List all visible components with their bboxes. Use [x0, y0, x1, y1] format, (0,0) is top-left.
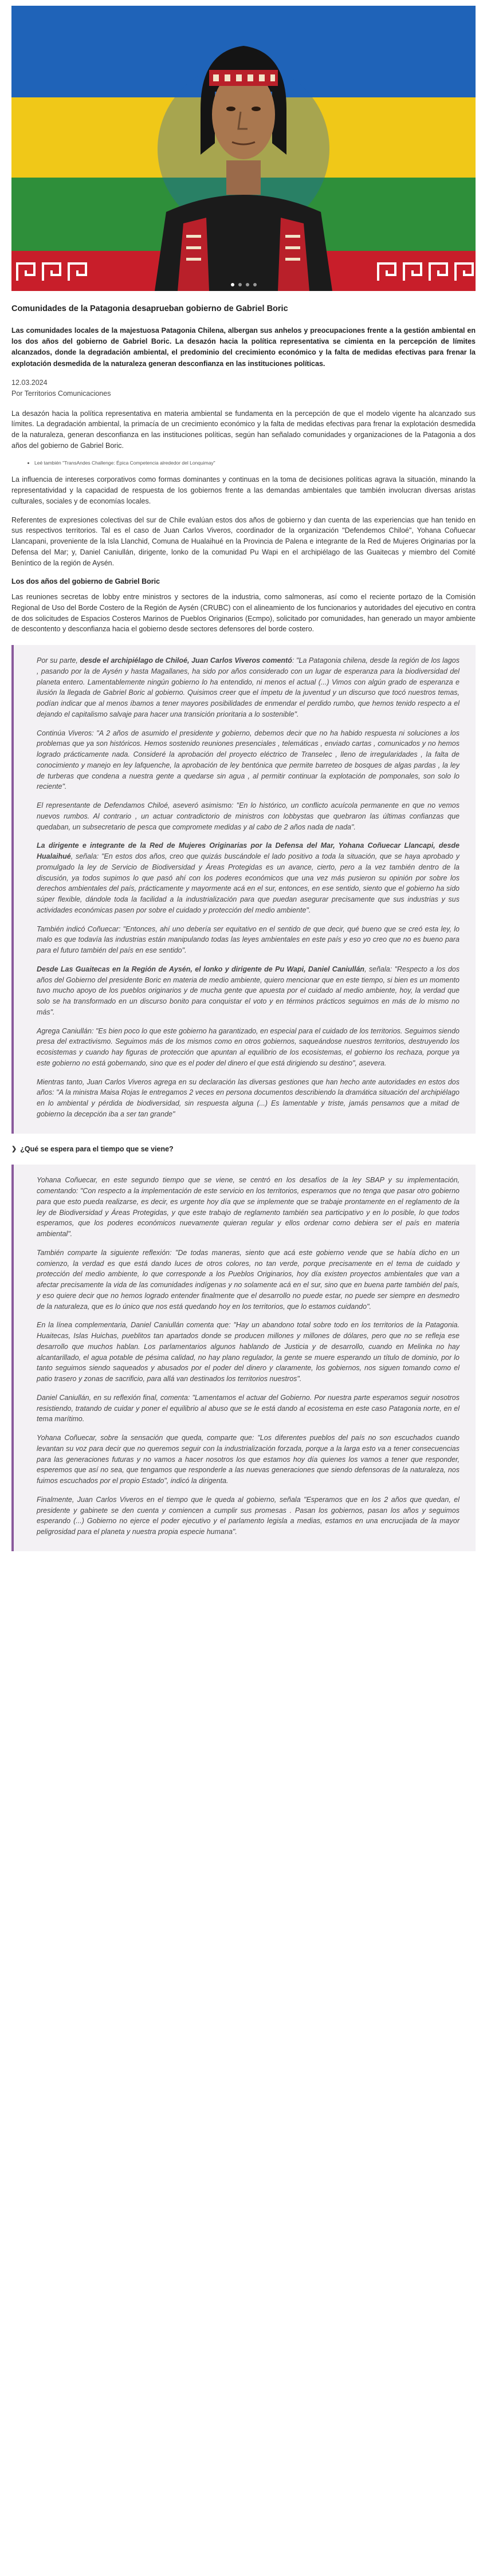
quote-paragraph: También comparte la siguiente reflexión: "De todas maneras, siento que acá este gobierno vende que se había dicho en un comienzo, la verdad es que está dando luces de otros colores, no tan verde, porque precisamente en el tema de cuidado y protección del medio ambiente, lo que corresponde a los Pueblos Originarios, hoy día existen proyectos ambientales que van a afectar precisamente la vida de las comunidades indígenas y no solamente acá en el sur, sino que en buena parte también del país, y eso quiere decir que no hemos logrado entender finalmente que el desarrollo no puede estar, no puede ser siempre en desmedro de la naturaleza, que es lo único que nos está quedando hoy en los territorios, que lo estamos cuidando". — [37, 1248, 459, 1311]
quote-block — [11, 1165, 476, 1551]
section-toggle[interactable] — [11, 1144, 476, 1155]
quote-paragraph — [37, 840, 459, 915]
quote-paragraph: Finalmente, Juan Carlos Viveros en el tiempo que le queda al gobierno, señala "Esperamos que en los 2 años que quedan, el presidente y gabinete se den cuenta y comiencen a cumplir sus promesas . Pasan los gobiernos, pasan los años y seguimos esperando (...) Gobierno no ejerce el poder ejecutivo y el parlamento legisla a medias, estamos en una encrucijada de la mayor peligrosidad para el planeta y nuestra propia especie humana". — [37, 1495, 459, 1536]
quote-paragraph: En la línea complementaria, Daniel Caniullán comenta que: "Hay un abandono total sobre todo en los territorios de la Patagonia. Huaitecas, Islas Huichas, pueblitos tan apartados donde se producen millones y millones de dólares, pero que no se refleja ese desarrollo que muchos hablan. Los parlamentarios algunos hablando de Justicia y de desarrollo, cuando en Melinka no hay alcantarillado, el agua potable de pésima calidad, no hay plano regulador, la gente se muere esperando un título de dominio, por lo tanto seguimos siendo saqueados y abusados por el poder del dinero y claramente, los gobiernos, nos siguen tomando como el patio trasero y zonas de sacrificio, para allá van destinados los territorios nuestros". — [37, 1321, 459, 1383]
quote-paragraph: Daniel Caniullán, en su reflexión final, comenta: "Lamentamos el actuar del Gobierno. Por nuestra parte esperamos seguir nosotros resistiendo, tratando de cuidar y poner el equilibrio al abuso que se le está dando al ecosistema en este caso Patagonia norte, en el tema marítimo. — [37, 1393, 459, 1423]
carousel-dot[interactable] — [246, 283, 249, 286]
quote-text: Por su parte, — [37, 656, 80, 665]
article-meta — [11, 377, 476, 399]
paragraph: La desazón hacia la política representativa en materia ambiental se fundamenta en la percepción de que el modelo vigente ha alcanzado sus límites. La degradación ambiental, la primacía de un crecimiento económico y la falta de medidas efectivas para frenar la explotación desmedida de la naturaleza, generan desconfianza en las instituciones políticas, según han señalado comunidades y organizaciones de la Patagonia a dos años del gobierno de Gabriel Boric. — [11, 409, 476, 450]
quote-paragraph — [37, 964, 459, 1018]
man-with-headband-in-front-of-mapuche-flag-icon — [11, 6, 476, 291]
carousel-dots[interactable] — [11, 283, 476, 286]
section-question: ¿Qué se espera para el tiempo que se viene? — [20, 1145, 174, 1153]
quote-paragraph: También indicó Coñuecar: "Entonces, ahí uno debería ser equitativo en el sentido de que decir, qué bueno que se creó esta ley, lo malo es que todavía las industrias están manipulando todas las leyes ambientales en este país y eso yo creo que no es bueno para para el futuro también del país en ese sentido". — [37, 925, 459, 955]
quote-paragraph: Yohana Coñuecar, sobre la sensación que queda, comparte que: "Los diferentes pueblos del país no son escuchados cuando levantan su voz para decir que no queremos seguir con la industrialización forzada, porque a la larga esto va a tener consecuencias para las generaciones futuras y no vamos a hacer nosotros los que estamos hoy día quienes los vamos a tener que responder, esperemos que así no sea, que tengamos que responderle a las nuevas generaciones que siendo defensoras de la naturaleza, nos fuimos escuchados por el propio Estado", indicó la dirigenta. — [37, 1434, 459, 1485]
article-author: Por Territorios Comunicaciones — [11, 389, 111, 398]
related-link[interactable]: • Leé también "TransAndes Challenge: Épica Competencia alrededor del Lonquimay" — [34, 459, 476, 467]
quote-paragraph — [37, 655, 459, 720]
hero-carousel[interactable] — [11, 6, 476, 291]
article-title: Comunidades de la Patagonia desaprueban gobierno de Gabriel Boric — [11, 304, 288, 313]
quote-paragraph: Mientras tanto, Juan Carlos Viveros agrega en su declaración las diversas gestiones que han hecho ante autoridades en estos dos años: "A la ministra Maisa Rojas le entregamos 2 veces en persona documentos describiendo la dramática situación del archipiélago en lo ambiental y pérdida de biodiversidad, sin respuesta alguna (...) Es lamentable y triste, jamás pensamos que a mitad de gobierno la decepción iba a ser tan grande" — [37, 1077, 459, 1118]
quote-text: , señala: "En estos dos años, creo que quizás buscándole el lado positivo a toda la situación, que se haya aprobado y promulgado la ley de Servicio de Biodiversidad y Áreas Protegidas es un avance, cierto, pero a la vez también dentro de la discusión, ya todos supimos lo que pasó ahí con los poderes económicos que una vez más pusieron su opinión por sobre los derechos ambientales del país, prácticamente y mayormente acá en el sur, entonces, en ese sentido, siento que el gobierno ha sido súper flexible, dándole toda la facilidad a la industrialización para que puedan asegurar precisamente que sus industrias y sus actividades económicas pasen por sobre el cuidado y protección del medio ambiente". — [37, 852, 459, 914]
quote-speaker: desde el archipiélago de Chiloé, Juan Carlos Viveros comentó — [80, 656, 292, 665]
quote-paragraph: Agrega Caniullán: "Es bien poco lo que este gobierno ha garantizado, en especial para el cuidado de los territorios. Seguimos siendo presa del extractivismo. Seguimos más de los mismos como en otros gobiernos, saqueándose nuestros territorios, destruyendo los ecosistemas y cuando hay figuras de protección que apuntan al equilibrio de los ecosistemas, el gobierno los rechaza, porque ya este gobierno no está gobernando, sino que es el poder del dinero el que está dirigiendo su destino", asevera. — [37, 1027, 459, 1067]
quote-block — [11, 645, 476, 1134]
carousel-dot[interactable] — [253, 283, 257, 286]
quote-speaker: Desde Las Guaitecas en la Región de Aysén, el lonko y dirigente de Pu Wapi, Daniel Caniullán — [37, 965, 365, 973]
carousel-dot[interactable] — [238, 283, 242, 286]
carousel-dot[interactable] — [231, 283, 234, 286]
chevron-right-icon: ❯ — [11, 1145, 17, 1153]
quote-paragraph: El representante de Defendamos Chiloé, aseveró asimismo: "En lo histórico, un conflicto acuícola permanente en que no vemos nuevos rumbos. Al contrario , un actuar contradictorio de ministros con lobbystas que quebraron las últimas confianzas que quedaban, un subsecretario de pesca que compromete medidas y al cabo de 2 años nada de nada". — [37, 801, 459, 831]
paragraph: Las reuniones secretas de lobby entre ministros y sectores de la industria, como salmoneras, así como el reciente portazo de la Comisión Regional de Uso del Borde Costero de la Región de Aysén (CRUBC) con el alineamiento de los funcionarios y autoridades del ejecutivo en contra de dos solicitudes de Espacios Costeros Marinos de Pueblos Originarios (Ecmpo), solicitado por comunidades, han generado un mayor ambiente de descontento y desconfianza hacia el gobierno desde sectores defensores del borde costero. — [11, 593, 476, 634]
quote-text: , señala: "Respecto a los dos años del Gobierno del presidente Boric en materia de medio ambiente, quiero mencionar que en este tiempo, si bien es un momento tuvo mucho apoyo de los pueblos originarios y de mucha gente que apuesta por el cuidado al medio ambiente, hoy, la verdad que solo se ha transformado en un discurso bonito para conquistar el voto y en términos prácticos seguimos en más de lo mismo no más". — [37, 965, 459, 1016]
section-heading: Los dos años del gobierno de Gabriel Boric — [11, 577, 160, 586]
quote-paragraph: Continúa Viveros: "A 2 años de asumido el presidente y gobierno, debemos decir que no ha habido respuesta ni soluciones a los problemas que ya son históricos. Hemos sostenido reuniones presenciales , telemáticas , enviado cartas , comunicados y no hemos logrado prácticamente nada. Consideré la aprobación del proyecto eléctrico de Transelec , lleno de irregularidades , la falta de conocimiento y manejo en ley lafquenche, la aprobación de ley bentónica que permite barreteo de bosques de algas pardas , la ley de turberas que condena a nuestra gente a quedarse sin agua , al permitir continuar la explotación de pomponales, son solo lo reciente". — [37, 729, 459, 791]
article-lead: Las comunidades locales de la majestuosa Patagonia Chilena, albergan sus anhelos y preocupaciones frente a la gestión ambiental en los dos años del gobierno de Gabriel Boric. La desazón hacia la política representativa se cimienta en la percepción de límites alcanzados, donde la degradación ambiental, el predominio del crecimiento económico y la falta de medidas efectivas para frenar la explotación desmedida de la naturaleza generan desconfianza en las instituciones políticas. — [11, 326, 476, 368]
article-date: 12.03.2024 — [11, 379, 48, 387]
quote-text: : "La Patagonia chilena, desde la región de los lagos , pasando por la de Aysén y hasta Magallanes, ha sido por años considerado con un lugar de esperanza para la biodiversidad del planeta entero. Lamentablemente ningún gobierno lo ha entendido, ni menos el actual (...) Vimos con algún grado de esperanza e ilusión la llegada de Gabriel Boric al gobierno. Quisimos creer que el ímpetu de la juventud y un discurso que tocó nuestros temas, podían indicar que al menos íbamos a tener mayores posibilidades de enmendar el perdido rumbo, que hemos tenido respecto a el dejando el capitalismo salvaje para hacer una transición prioritaria a lo sostenible". — [37, 656, 460, 718]
paragraph: La influencia de intereses corporativos como formas dominantes y continuas en la toma de decisiones políticas agrava la situación, minando la representatividad y la capacidad de respuesta de los gobiernos frente a las demandas ambientales que también involucran diversas aristas culturales, sociales y de economías locales. — [11, 475, 476, 505]
paragraph: Referentes de expresiones colectivas del sur de Chile evalúan estos dos años de gobierno y dan cuenta de las experiencias que han tenido en sus respectivos territorios. Tal es el caso de Juan Carlos Viveros, coordinador de la organización "Defendemos Chiloé", Yohana Coñuecar Llancapani, proveniente de la Isla Llanchid, Comuna de Hualaihué en la Provincia de Palena e integrante de la Red de Mujeres Originarias por la Defensa del Mar; y, Daniel Caniullán, dirigente, lonko de la comunidad Pu Wapi en el archipiélago de las Guaitecas y miembro del Comité Beníntico de la región de Aysén. — [11, 516, 476, 567]
quote-speaker: La dirigente e integrante de la Red de Mujeres Originarias por la Defensa del Mar, Yohana Coñuecar Llancapi, desde Hualaihué — [37, 841, 459, 861]
related-list — [34, 459, 476, 467]
quote-paragraph: Yohana Coñuecar, en este segundo tiempo que se viene, se centró en los desafíos de la ley SBAP y su implementación, comentando: "Con respecto a la implementación de este servicio en los territorios, esperamos que no tenga que pasar otro gobierno para que esto pueda realizarse, es decir, es urgente hoy día que se implemente que se trabaje prontamente en el reglamento de la ley de Biodiversidad y Áreas Protegidas, y que este trabajo de reglamento también sea participativo y en lo posible, lo que todos esperamos, que los poderes económicos nuevamente quieran regular y ellos ordenar como debiera ser el país en materia ambiental". — [37, 1176, 459, 1238]
